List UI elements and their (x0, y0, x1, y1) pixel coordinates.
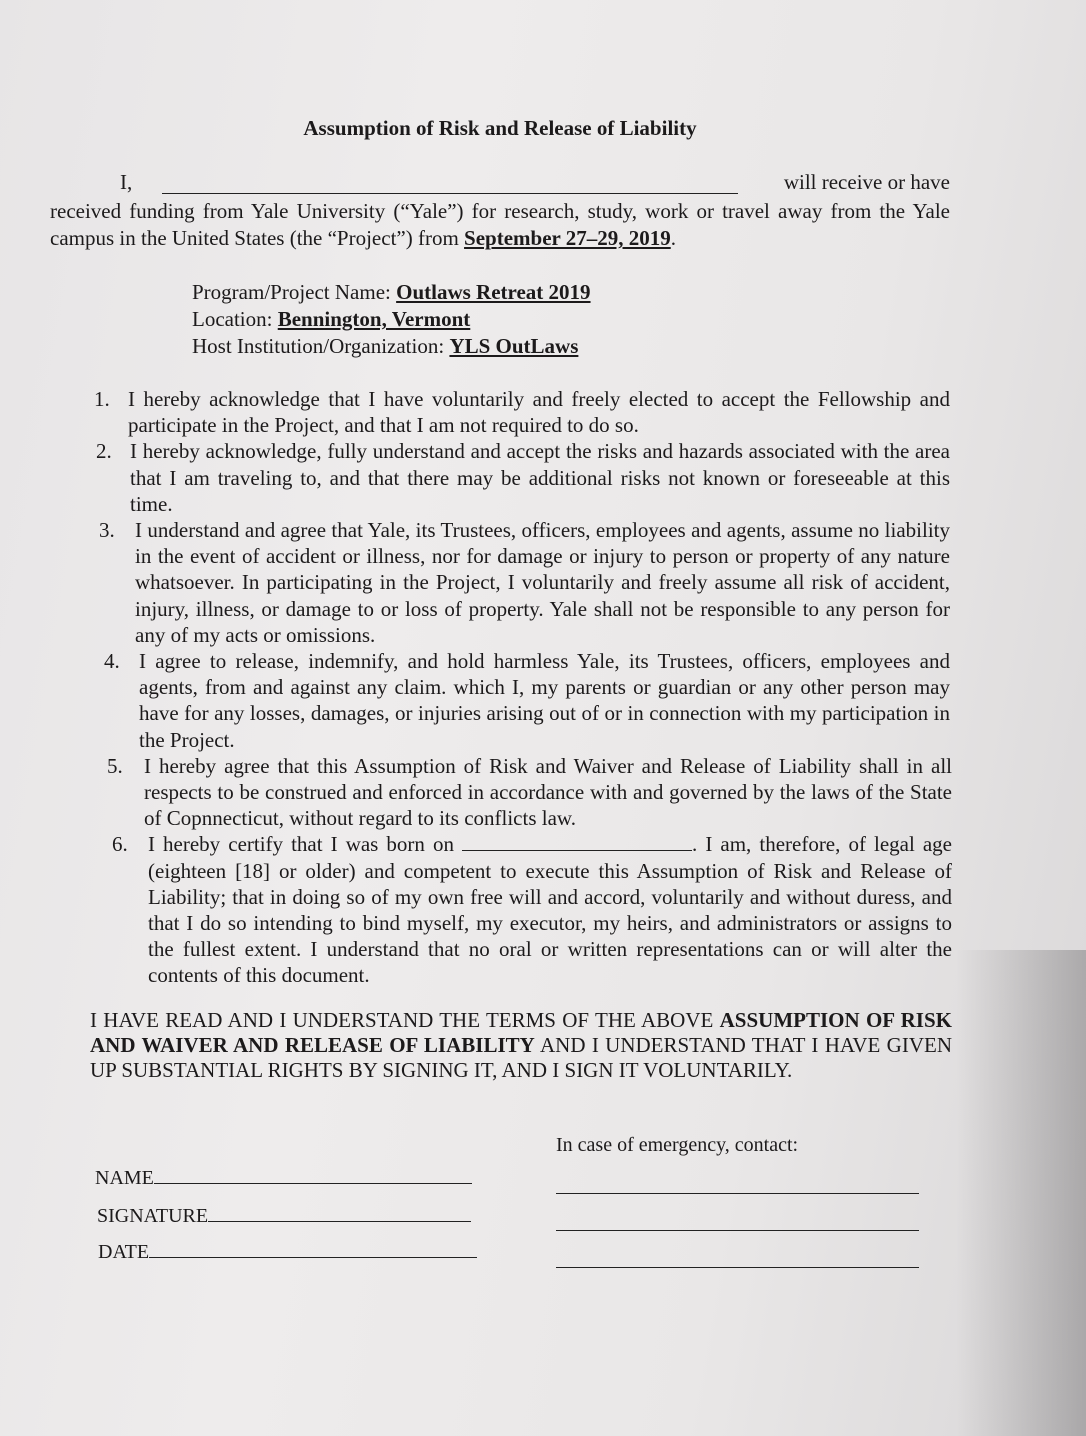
host-value: YLS OutLaws (449, 334, 579, 358)
item-text: I hereby acknowledge, fully understand and accept the risks and hazards associated with the area that I am traveling to, and that there may be additional risks not known or foreseeable at this time. (130, 439, 950, 516)
item-text: I hereby agree that this Assumption of Risk and Waiver and Release of Liability shall in all respects to be construed and enforced in accordance with and governed by the laws of the State of Copnnecticut, without regard to its conflicts law. (144, 753, 952, 831)
intro-period: . (670, 226, 676, 250)
signature-label: SIGNATURE (97, 1205, 209, 1227)
item-number: 1. (94, 387, 110, 411)
list-item (99, 517, 950, 648)
item-number: 6. (112, 832, 128, 857)
document-title: Assumption of Risk and Release of Liability (303, 116, 697, 140)
list-item (104, 648, 950, 753)
date-field[interactable] (149, 1241, 477, 1258)
name-label: NAME (95, 1167, 154, 1189)
list-item (107, 753, 952, 832)
date-label: DATE (98, 1241, 150, 1263)
location-row (192, 306, 591, 333)
intro-body: received funding from Yale University (“Yale”) for research, study, work or travel away from the Yale campus in the United States (the “Project”) from (50, 199, 950, 250)
emergency-contact-label: In case of emergency, contact: (556, 1134, 799, 1156)
item-text-start: I hereby certify that I was born on (148, 832, 463, 857)
program-name-row (192, 279, 591, 306)
terms-list (0, 386, 952, 989)
host-row (192, 333, 591, 360)
item-text-end: . I am, therefore, of legal age (eighteen [18] or older) and competent to execute this Assumption of Risk and Release of Liability; that in doing so of my own free will and accord, voluntarily and without duress, and that I do so intending to bind myself, my executor, my heirs, and administrators or assigns to the fullest extent. I understand that no oral or written representations can or will alter the contents of this document. (148, 832, 952, 988)
birthdate-field[interactable] (462, 832, 692, 851)
list-item (94, 386, 950, 438)
host-label: Host Institution/Organization: (192, 334, 450, 358)
name-row (95, 1167, 472, 1190)
name-field[interactable] (154, 1167, 472, 1184)
signature-field[interactable] (208, 1205, 471, 1222)
list-item (112, 831, 952, 988)
ack-bold: ASSUMPTION OF RISK AND WAIVER AND RELEASE OF LIABILITY (90, 1008, 952, 1057)
intro-pronoun: I, (120, 170, 133, 194)
list-item (96, 438, 950, 517)
item-number: 5. (107, 753, 123, 778)
participant-name-field[interactable] (162, 193, 738, 194)
program-name-label: Program/Project Name: (192, 280, 397, 304)
emergency-contact-line-2[interactable] (556, 1230, 919, 1231)
intro-line (120, 170, 950, 198)
acknowledgement-paragraph (90, 1008, 952, 1083)
date-row (98, 1241, 477, 1264)
intro-tail: will receive or have (783, 170, 950, 194)
project-dates: September 27–29, 2019 (464, 226, 671, 250)
item-text: I understand and agree that Yale, its Trustees, officers, employees and agents, assume no liability in the event of accident or illness, nor for damage or injury to person or property of any nature whatsoever. In participating in the Project, I voluntarily and freely assume all risk of accident, injury, illness, or damage to or loss of property. Yale shall not be responsible to any person for any of my acts or omissions. (135, 518, 950, 647)
item-number: 2. (96, 439, 112, 464)
item-number: 3. (99, 518, 115, 543)
item-text: I agree to release, indemnify, and hold harmless Yale, its Trustees, officers, employees and agents, from and against any claim. which I, my parents or guardian or any other person may have for any losses, damages, or injuries arising out of or in connection with my participation in the Project. (139, 649, 950, 752)
signature-row (97, 1205, 471, 1228)
emergency-contact-line-1[interactable] (556, 1193, 919, 1194)
ack-part2: AND I UNDERSTAND THAT I HAVE GIVEN UP SUBSTANTIAL RIGHTS BY SIGNING IT, AND I SIGN IT VOLUNTARILY. (90, 1033, 953, 1082)
item-number: 4. (104, 649, 120, 674)
item-text: I hereby acknowledge that I have voluntarily and freely elected to accept the Fellowship and participate in the Project, and that I am not required to do so. (128, 387, 950, 438)
program-details (192, 279, 591, 360)
intro-paragraph (50, 198, 950, 252)
program-name-value: Outlaws Retreat 2019 (396, 280, 591, 304)
emergency-contact-line-3[interactable] (556, 1267, 919, 1268)
location-label: Location: (192, 307, 278, 331)
location-value: Bennington, Vermont (277, 307, 471, 331)
ack-part1: I HAVE READ AND I UNDERSTAND THE TERMS OF THE ABOVE (90, 1008, 720, 1032)
